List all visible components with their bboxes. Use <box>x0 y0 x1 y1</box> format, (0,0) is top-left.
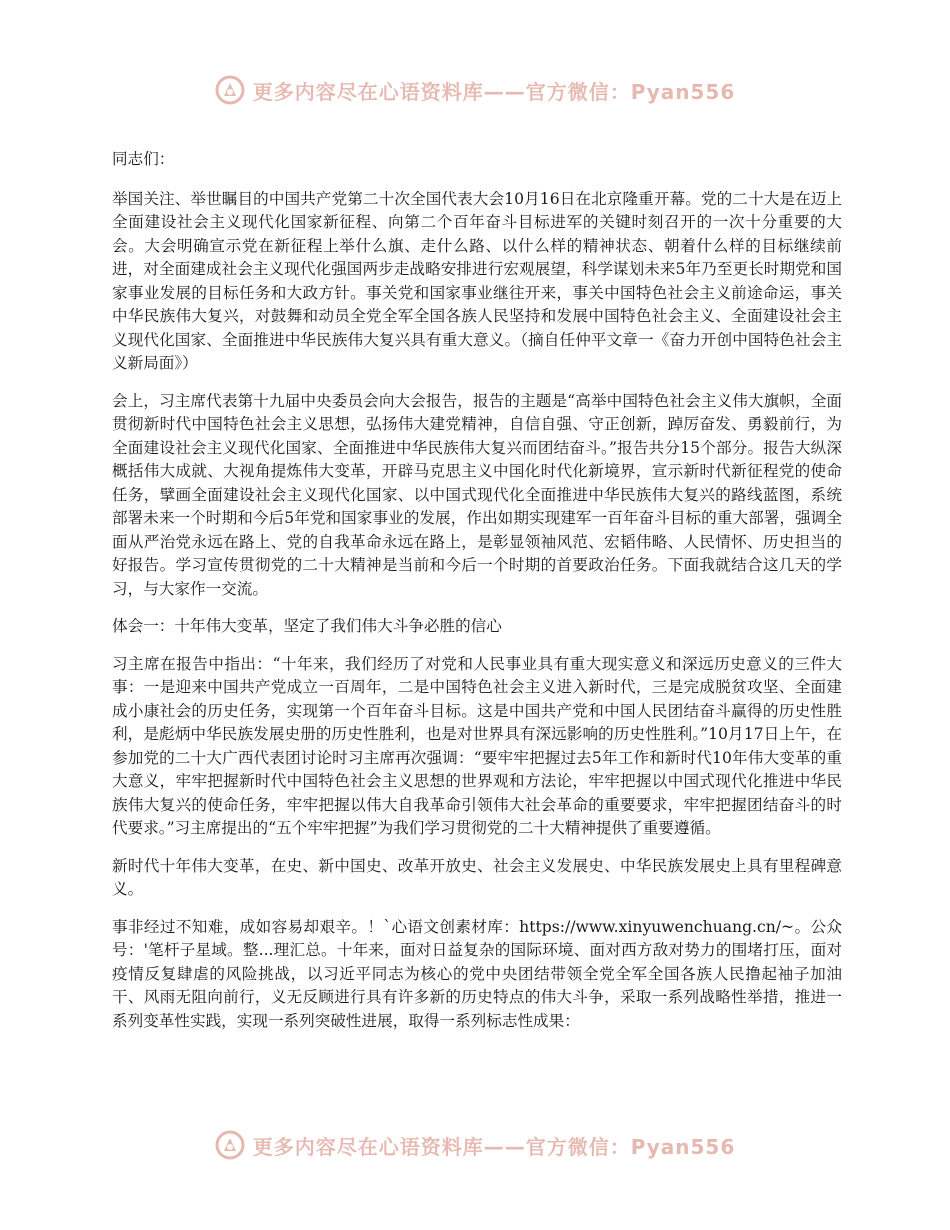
watermark-banner-bottom <box>0 1125 950 1165</box>
section-heading: 体会一：十年伟大变革，坚定了我们伟大斗争必胜的信心 <box>112 617 502 635</box>
watermark-slogan: 更多内容尽在心语资料库——官方微信：Pyan556 <box>252 1134 736 1159</box>
paragraph: 新时代十年伟大变革，在史、新中国史、改革开放史、社会主义发展史、中华民族发展史上具有里程碑意义。 <box>112 856 842 898</box>
paragraph: 会上，习主席代表第十九届中央委员会向大会报告，报告的主题是“高举中国特色社会主义伟大旗帜，全面贯彻新时代中国特色社会主义思想，弘扬伟大建党精神，自信自强、守正创新，踔厉奋发、勇毅前行，为全面建设社会主义现代化国家、全面推进中华民族伟大复兴而团结奋斗。”报告共分15个部分。报告大纵深概括伟大成就、大视角提炼伟大变革，开辟马克思主义中国化时代化新境界，宣示新时代新征程党的使命任务，擘画全面建设社会主义现代化国家、以中国式现代化全面推进中华民族伟大复兴的路线蓝图，系统部署未来一个时期和今后5年党和国家事业的发展，作出如期实现建军一百年奋斗目标的重大部署，强调全面从严治党永远在路上、党的自我革命永远在路上，是彰显领袖风范、宏韬伟略、人民情怀、历史担当的好报告。学习宣传贯彻党的二十大精神是当前和今后一个时期的首要政治任务。下面我就结合这几天的学习，与大家作一交流。 <box>112 391 842 598</box>
paragraph: 事非经过不知难，成如容易却艰辛。！`心语文创素材库：https://www.xinyuwenchuang.cn/~。公众号：'笔杆子星域。整...理汇总。十年来，面对日益复杂的国际环境、面对西方敌对势力的围堵打压，面对疫情反复肆虐的风险挑战，以习近平同志为核心的党中央团结带领全党全军全国各族人民撸起袖子加油干、风雨无阻向前行，义无反顾进行具有许多新的历史特点的伟大斗争，采取一系列战略性举措，推进一系列变革性实践，实现一系列突破性进展，取得一系列标志性成果： <box>112 917 842 1030</box>
logo-icon <box>215 75 245 105</box>
watermark-slogan: 更多内容尽在心语资料库——官方微信：Pyan556 <box>252 79 736 104</box>
document-body <box>112 148 842 1047</box>
watermark-banner-top <box>0 70 950 110</box>
greeting: 同志们： <box>112 150 175 168</box>
logo-icon <box>215 1130 245 1160</box>
paragraph: 习主席在报告中指出：“十年来，我们经历了对党和人民事业具有重大现实意义和深远历史意义的三件大事：一是迎来中国共产党成立一百周年，二是中国特色社会主义进入新时代，三是完成脱贫攻坚、全面建成小康社会的历史任务，实现第一个百年奋斗目标。这是中国共产党和中国人民团结奋斗赢得的历史性胜利，是彪炳中华民族发展史册的历史性胜利，也是对世界具有深远影响的历史性胜利。”10月17日上午，在参加党的二十大广西代表团讨论时习主席再次强调：“要牢牢把握过去5年工作和新时代10年伟大变革的重大意义，牢牢把握新时代中国特色社会主义思想的世界观和方法论，牢牢把握以中国式现代化推进中华民族伟大复兴的使命任务，牢牢把握以伟大自我革命引领伟大社会革命的重要要求，牢牢把握团结奋斗的时代要求。”习主席提出的“五个牢牢把握”为我们学习贯彻党的二十大精神提供了重要遵循。 <box>112 654 842 837</box>
paragraph: 举国关注、举世瞩目的中国共产党第二十次全国代表大会10月16日在北京隆重开幕。党的二十大是在迈上全面建设社会主义现代化国家新征程、向第二个百年奋斗目标进军的关键时刻召开的一次十分重要的大会。大会明确宣示党在新征程上举什么旗、走什么路、以什么样的精神状态、朝着什么样的目标继续前进，对全面建成社会主义现代化强国两步走战略安排进行宏观展望，科学谋划未来5年乃至更长时期党和国家事业发展的目标任务和大政方针。事关党和国家事业继往开来，事关中国特色社会主义前途命运，事关中华民族伟大复兴，对鼓舞和动员全党全军全国各族人民坚持和发展中国特色社会主义、全面建设社会主义现代化国家、全面推进中华民族伟大复兴具有重大意义。（摘自任仲平文章一《奋力开创中国特色社会主义新局面》） <box>112 189 842 372</box>
